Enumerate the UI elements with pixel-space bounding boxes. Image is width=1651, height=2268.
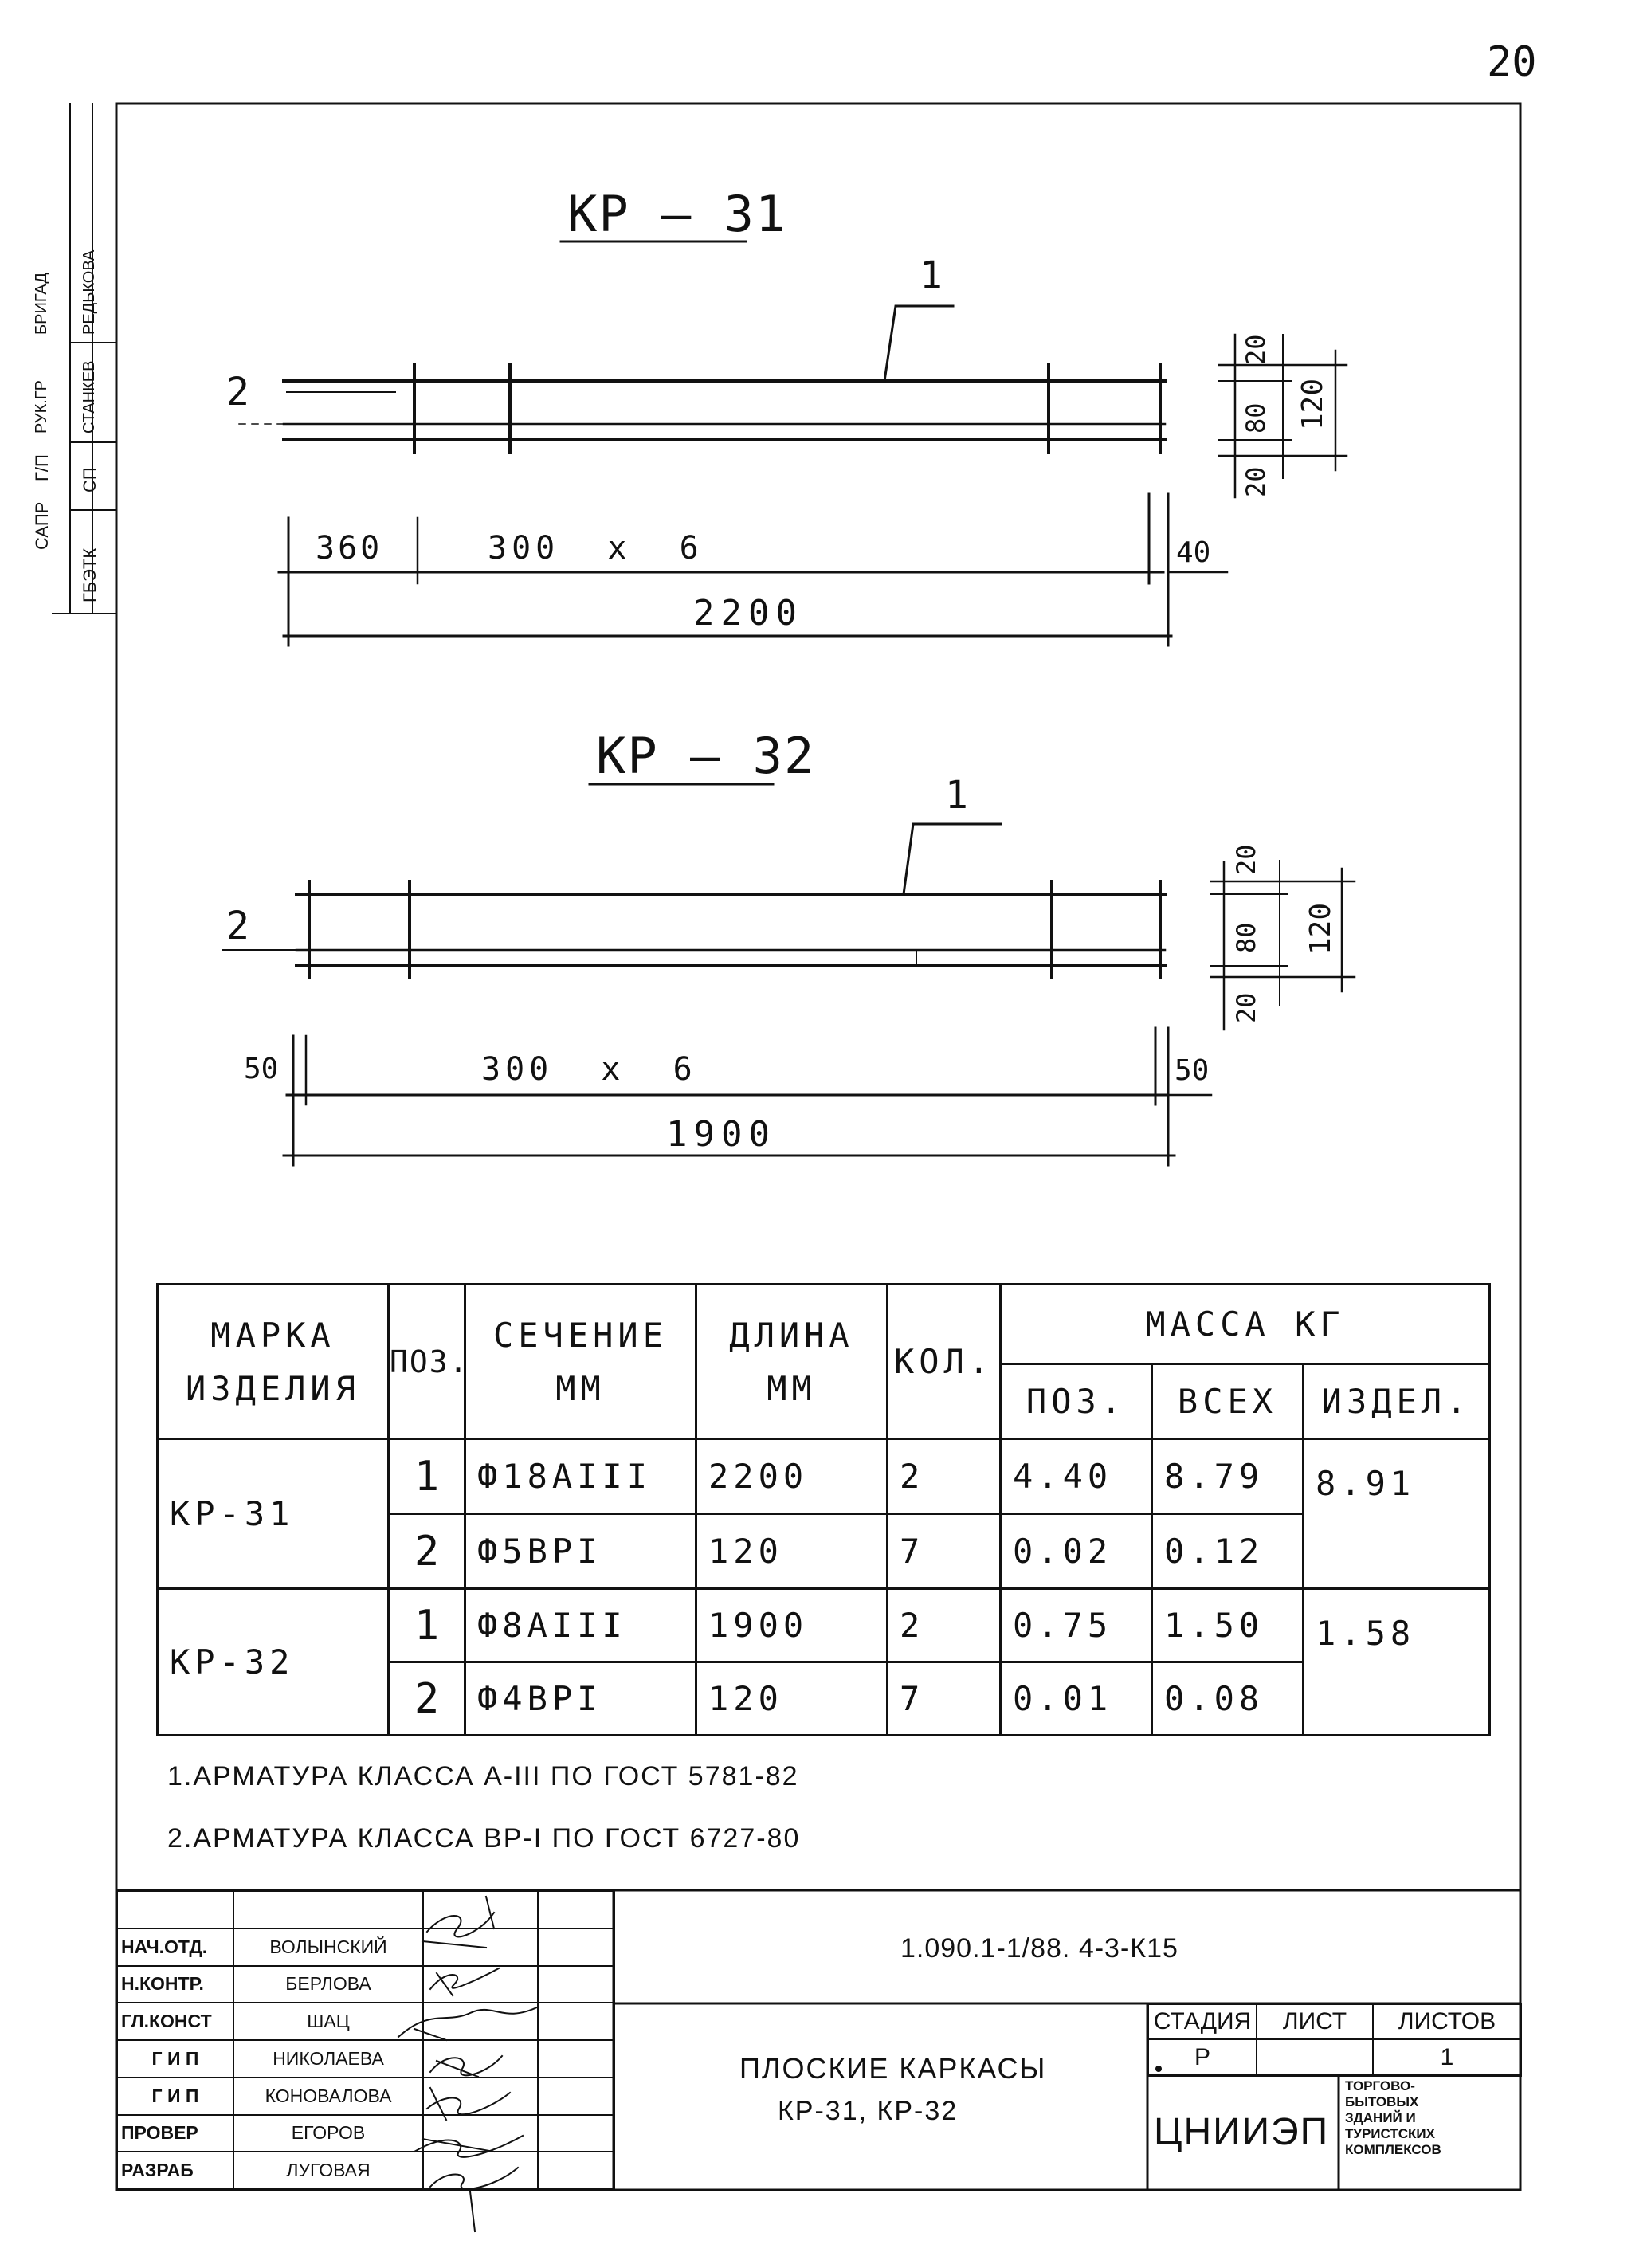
role: ПРОВЕР [117, 2115, 233, 2152]
cell-mark: КР-31 [158, 1439, 389, 1589]
cell-item-mass: 1.58 [1304, 1589, 1490, 1736]
kr32-side-dim-total: 120 [1304, 902, 1337, 955]
signature-row [117, 2078, 614, 2115]
cell-mass-pos: 4.40 [1001, 1439, 1152, 1514]
kr31-title: КР – 31 [567, 185, 787, 243]
side-stamp-value: СП [80, 467, 100, 492]
kr31-dim-right: 40 [1176, 536, 1211, 569]
cell-mass-all: 8.79 [1152, 1439, 1304, 1514]
org-sub-line: ЗДАНИЙ И [1345, 2110, 1416, 2125]
signature-row [117, 2152, 614, 2189]
signature-row [117, 1966, 614, 2003]
stage-header: СТАДИЯ [1148, 2004, 1257, 2039]
kr32-dim-right: 50 [1175, 1054, 1210, 1087]
cell-pos: 1 [389, 1589, 465, 1662]
header-mark-line1: МАРКА [210, 1315, 335, 1355]
name: ВОЛЫНСКИЙ [233, 1929, 423, 1966]
cell-section: Ф5ВРI [465, 1514, 696, 1589]
kr32-dim-middle: 300 х 6 [481, 1051, 697, 1088]
cell-mark: КР-32 [158, 1589, 389, 1736]
kr32-side-dim-bottom: 20 [1231, 992, 1261, 1023]
table-row [158, 1439, 1490, 1514]
kr32-side-dim-middle: 80 [1231, 922, 1261, 953]
sheet-header: ЛИСТ [1257, 2004, 1373, 2039]
side-stamp-label: САПР [32, 501, 52, 550]
kr31-side-dim-bottom: 20 [1241, 466, 1271, 497]
side-stamp-grid [53, 104, 116, 614]
header-mass: МАССА КГ [1001, 1285, 1490, 1364]
kr31-pos-label-wire: 2 [226, 370, 249, 414]
cell-pos: 2 [389, 1514, 465, 1589]
cell-mass-all: 0.12 [1152, 1514, 1304, 1589]
side-stamp-value: ГБЭТК [80, 547, 100, 602]
header-qty: КОЛ. [888, 1285, 1001, 1439]
kr32-dim-left: 50 [244, 1053, 279, 1085]
note-1: 1.АРМАТУРА КЛАССА А-III ПО ГОСТ 5781-82 [167, 1761, 799, 1791]
cell-length: 2200 [696, 1439, 888, 1514]
kr32-side-dim-top: 20 [1231, 844, 1261, 875]
header-section [465, 1285, 696, 1439]
kr31-dim-middle: 300 х 6 [488, 530, 704, 567]
kr31-dim-left: 360 [316, 530, 383, 567]
kr31-leader-1 [884, 306, 953, 381]
role: Г И П [117, 2040, 233, 2078]
role: НАЧ.ОТД. [117, 1929, 233, 1966]
note-2: 2.АРМАТУРА КЛАССА ВР-I ПО ГОСТ 6727-80 [167, 1823, 801, 1854]
cell-pos: 1 [389, 1439, 465, 1514]
page-number: 20 [1487, 38, 1537, 86]
header-mass-pos: ПОЗ. [1001, 1364, 1152, 1439]
signature-row [117, 1929, 614, 1966]
header-mass-all: ВСЕХ [1152, 1364, 1304, 1439]
cell-qty: 2 [888, 1589, 1001, 1662]
signature-row [117, 2040, 614, 2078]
role: Н.КОНТР. [117, 1966, 233, 2003]
cell-length: 120 [696, 1662, 888, 1736]
header-length-line1: ДЛИНА [729, 1315, 854, 1355]
kr31-side-dim-total: 120 [1296, 378, 1329, 430]
side-stamp-label: Г/П [32, 454, 52, 481]
name: КОНОВАЛОВА [233, 2078, 423, 2115]
kr32-title: КР – 32 [596, 727, 816, 785]
signatures-table [116, 1890, 615, 2190]
role: ГЛ.КОНСТ [117, 2003, 233, 2040]
side-stamp-value: СТАНКЕВ [80, 360, 98, 434]
cell-qty: 2 [888, 1439, 1001, 1514]
kr31-side-dim-top: 20 [1241, 334, 1271, 365]
cell-mass-pos: 0.01 [1001, 1662, 1152, 1736]
side-stamp-value: РЕДЬКОВА [80, 249, 98, 335]
cell-mass-all: 0.08 [1152, 1662, 1304, 1736]
kr31-pos-label-bar: 1 [920, 253, 943, 298]
name: НИКОЛАЕВА [233, 2040, 423, 2078]
kr31-side-dim-middle: 80 [1241, 402, 1271, 434]
kr32-pos-label-wire: 2 [226, 904, 249, 948]
role: Г И П [117, 2078, 233, 2115]
cell-section: Ф8АIII [465, 1589, 696, 1662]
name: ЕГОРОВ [233, 2115, 423, 2152]
org-sub-line: БЫТОВЫХ [1345, 2094, 1419, 2109]
kr32-pos-label-bar: 1 [945, 773, 968, 818]
side-stamp-label: БРИГАД [33, 273, 50, 335]
header-length-line2: ММ [767, 1368, 817, 1408]
signature-row [117, 2003, 614, 2040]
name: БЕРЛОВА [233, 1966, 423, 2003]
header-section-line1: СЕЧЕНИЕ [492, 1315, 668, 1355]
name: ШАЦ [233, 2003, 423, 2040]
table-header-row [158, 1285, 1490, 1364]
cell-mass-all: 1.50 [1152, 1589, 1304, 1662]
cell-qty: 7 [888, 1662, 1001, 1736]
cell-mass-pos: 0.02 [1001, 1514, 1152, 1589]
sheets-header: ЛИСТОВ [1373, 2004, 1521, 2039]
specification-table [156, 1283, 1491, 1736]
org-sub-line: ТУРИСТСКИХ [1345, 2126, 1435, 2141]
kr32-dim-total: 1900 [666, 1114, 776, 1155]
header-mark-line2: ИЗДЕЛИЯ [185, 1368, 360, 1408]
header-length [696, 1285, 888, 1439]
kr31-dim-total: 2200 [693, 593, 803, 634]
header-section-line2: ММ [555, 1368, 606, 1408]
organization-subtitle [1345, 2078, 1516, 2158]
drawing-title-line2: КР-31, КР-32 [778, 2096, 959, 2126]
stage-table [1147, 2003, 1522, 2077]
header-mark [158, 1285, 389, 1439]
cell-section: Ф4ВРI [465, 1662, 696, 1736]
cell-pos: 2 [389, 1662, 465, 1736]
header-pos: ПОЗ. [389, 1285, 465, 1439]
side-stamp-label: РУК.ГР [33, 380, 50, 434]
org-sub-line: ТОРГОВО- [1345, 2078, 1415, 2093]
cell-mass-pos: 0.75 [1001, 1589, 1152, 1662]
header-mass-item: ИЗДЕЛ. [1304, 1364, 1490, 1439]
drawing-title-line1: ПЛОСКИЕ КАРКАСЫ [739, 2052, 1047, 2085]
cell-item-mass: 8.91 [1304, 1439, 1490, 1589]
sheet-value [1257, 2039, 1373, 2076]
cell-section: Ф18АIII [465, 1439, 696, 1514]
organization-name: ЦНИИЭП [1154, 2111, 1330, 2153]
sheets-value: 1 [1373, 2039, 1521, 2076]
document-code: 1.090.1-1/88. 4-3-К15 [900, 1933, 1178, 1964]
table-row [158, 1589, 1490, 1662]
cell-length: 120 [696, 1514, 888, 1589]
cell-qty: 7 [888, 1514, 1001, 1589]
signature-row [117, 2115, 614, 2152]
cell-length: 1900 [696, 1589, 888, 1662]
stage-value: Р [1148, 2039, 1257, 2076]
kr32-leader-1 [904, 824, 1001, 894]
role: РАЗРАБ [117, 2152, 233, 2189]
org-sub-line: КОМПЛЕКСОВ [1345, 2142, 1441, 2157]
name: ЛУГОВАЯ [233, 2152, 423, 2189]
